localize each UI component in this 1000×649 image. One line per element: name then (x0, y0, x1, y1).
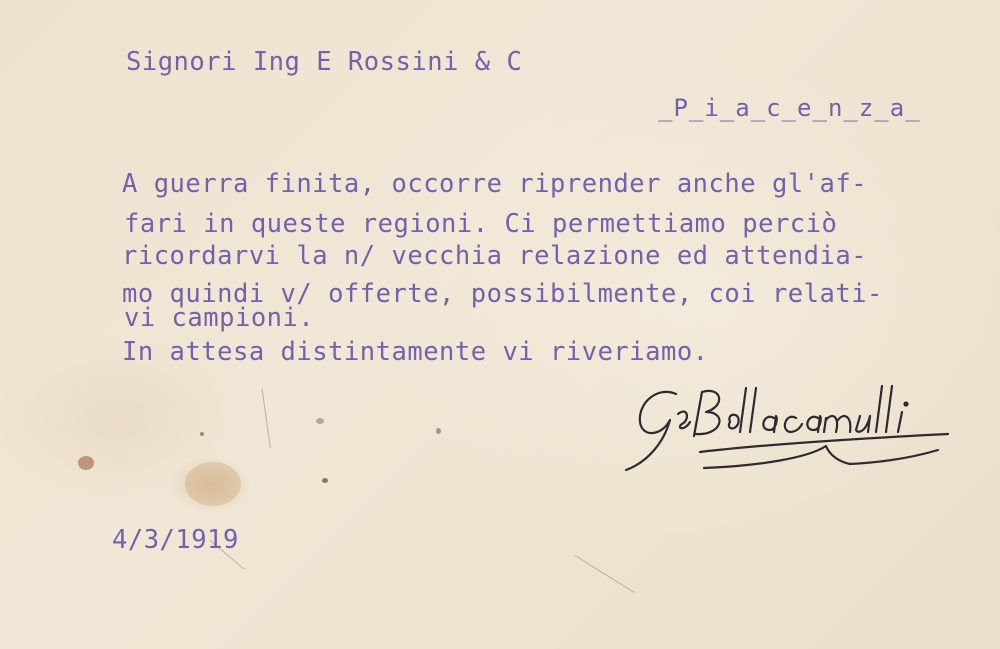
water-stain (185, 462, 241, 506)
rust-stain (78, 456, 94, 470)
body-line: fari in queste regioni. Ci permettiamo perciò (124, 209, 838, 239)
body-line: mo quindi v/ offerte, possibilmente, coi relati- (122, 279, 883, 309)
dirt-spot (322, 478, 328, 483)
dirt-spot (200, 432, 204, 436)
handwritten-signature (618, 372, 990, 487)
city-line: _P_i_a_c_e_n_z_a_ (658, 94, 921, 122)
body-line: vi campioni. (124, 303, 315, 333)
dirt-spot (436, 428, 441, 434)
body-line: A guerra finita, occorre riprender anche gl'af- (122, 169, 868, 199)
addressee-line: Signori Ing E Rossini & C (126, 47, 523, 77)
date-line: 4/3/1919 (112, 525, 239, 555)
body-line: ricordarvi la n/ vecchia relazione ed attendia- (122, 241, 868, 271)
scratch-mark (575, 555, 635, 593)
dirt-spot (316, 418, 324, 424)
scratch-mark (262, 388, 271, 448)
body-line: In attesa distintamente vi riveriamo. (122, 337, 709, 367)
